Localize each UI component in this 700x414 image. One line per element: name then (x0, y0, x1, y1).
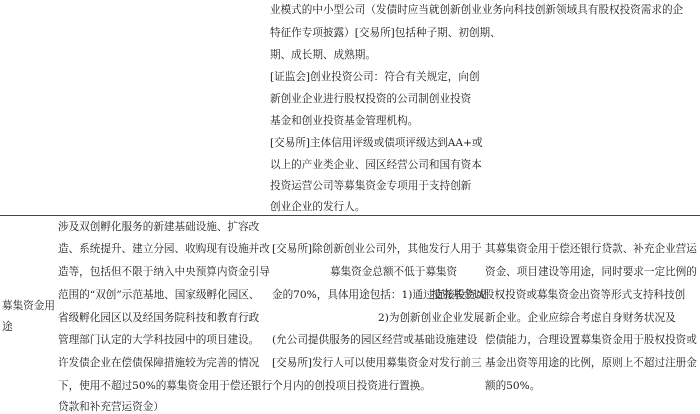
col3-line-2: 资金、项目建设等用途，同时要求一定比例的 (485, 266, 697, 278)
col1-line-2: 造、系统提升、建立分园、收购现有设施并改 (58, 243, 270, 255)
col1-line-9: 贷款和补充营运资金） (58, 401, 164, 413)
col3-line-3: 投资基金以股权投资或募集资金出资等形式支持科技创 (431, 289, 686, 301)
col1-line-3: 造等，包括但不限于纳入中央预算内资金引导 (58, 266, 270, 278)
top-line-1: 业模式的中小型公司（发债时应当就创新创业业务向科技创新领域具有股权投资需求的企 (270, 4, 684, 16)
table-row-divider (0, 215, 700, 216)
col1-line-1: 涉及双创孵化服务的新建基础设施、扩容改 (58, 221, 260, 233)
col1-line-6: 管理部门认定的大学科技园中的项目建设。 (58, 334, 260, 346)
col2-line-1: [交易所]除创新创业公司外，其他发行人用于 (272, 243, 482, 255)
row-label-line-2: 途 (2, 321, 13, 333)
col2-line-3: 金的70%，具体用途包括：1)通过直接投资或 (272, 289, 487, 301)
top-line-9: 投资运营公司等募集资金专项用于支持创新 (270, 180, 472, 192)
top-line-8: 以上的产业类企业、园区经营公司和国有资本 (270, 159, 482, 171)
top-line-10: 创业企业的发行人。 (270, 201, 366, 213)
col3-line-6: 基金出资等用途的比例，原则上不超过注册金 (485, 357, 697, 369)
col2-line-6: [交易所]发行人可以使用募集资金对发行前三 (272, 357, 482, 369)
col3-line-7: 额的50%。 (485, 380, 541, 392)
top-line-5: 新创业企业进行股权投资的公司制创业投资 (270, 93, 472, 105)
col1-line-7: 许发债企业在偿债保障措施较为完善的情况 (58, 357, 260, 369)
col3-line-5: 偿债能力，合理设置募集资金用于股权投资或 (485, 334, 697, 346)
top-line-3: 期、成长期、成熟期。 (270, 49, 376, 61)
top-line-4: [证监会]创业投资公司：符合有关规定，向创 (270, 71, 480, 83)
col2-line-7: 个月内的创投项目投资进行置换。 (272, 380, 431, 392)
col2-line-4: 2)为创新创业企业发展 (378, 312, 485, 324)
top-line-6: 基金和创业投资基金管理机构。 (270, 115, 419, 127)
top-line-2: 特征作专项披露）[交易所]包括种子期、初创期、 (270, 27, 501, 39)
col1-line-8: 下，使用不超过50%的募集资金用于偿还银行 (58, 380, 273, 392)
row-label-line-1: 募集资金用 (2, 300, 55, 312)
col2-line-5: (允公司提供服务的园区经营或基础设施建设 (272, 334, 478, 346)
col1-line-5: 省级孵化园区以及经国务院科技和教育行政 (58, 312, 260, 324)
col2-line-2: 募集资金总额不低于募集资 (330, 266, 458, 278)
top-line-7: [交易所]主体信用评级或债项评级达到AA+或 (270, 137, 483, 149)
col3-line-4: 新企业。企业应综合考虑自身财务状况及 (485, 312, 676, 324)
col3-line-1: 其募集资金用于偿还银行贷款、补充企业营运 (485, 243, 697, 255)
col1-line-4: 范围的“双创”示范基地、国家级孵化园区、 (58, 289, 260, 301)
